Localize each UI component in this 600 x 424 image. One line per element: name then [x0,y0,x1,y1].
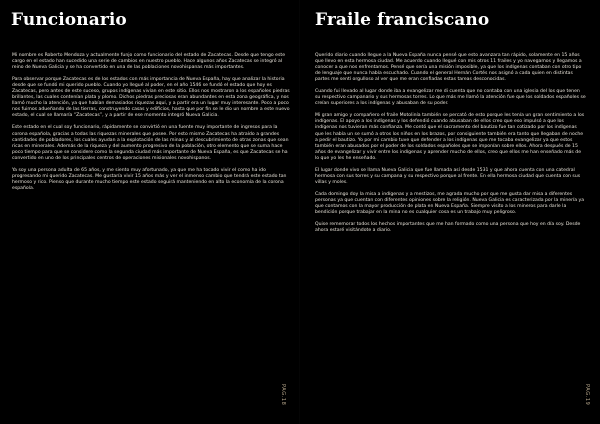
paragraph: Mi nombre es Roberto Mendoza y actualmente funjo como funcionario del estado de Zacatecas. Desde que tengo este cargo en el estado han sucedido una serie de cambios en nuestro pueblo. Hace algunos años Zacatecas se integró al reino de Nueva Galicia y se ha convertido en una de las poblaciones novohispanas más importantes. [12,53,286,71]
page-title: Fraile franciscano [315,10,490,30]
page-body [12,53,294,198]
paragraph: Para observar porque Zacatecas es de los estados con más importancia de Nueva España, hay que analizar la historia desde que se fundó mi querido pueblo. Cuando yo llegué al poder, en el año 1546 se fundó el estado que hoy es Zacatecas, pero antes de este suceso, grupos indígenas vivían en este sitio. Ellos nos mostraron a los españoles piedras brillantes, las cuales contenían plata y plomo. Dichos piedras preciosas eran abundantes en esta zona geográfica, y nos llamó mucho la atención, ya que habían demasiados riquezas aquí, y a partir era un lugar muy interesante. Poco a poco nos fuimos adueñando de las tierras, construyendo casas y edificios, hasta que por fin se le dio un nombre a este nuevo estado, el cual se llamaría “Zacatecas”, y a partir de ese momento integró Nueva Galicia. [12,77,290,119]
paragraph: El lugar donde vivo se llama Nueva Galicia que fue llamada así desde 1531 y que ahora cuenta con una catedral hermosa con sus torres y su campana y su respectivo porque al frente. En ella hermosa ciudad que cuenta con sus villas y moles. [315,167,581,185]
page-number: PAG.18 [280,384,286,406]
paragraph: Quise rememorar todos los hechos importantes que me han formado como una persona que hoy en día soy. Desde ahora estaré visitándote a diario. [315,222,581,234]
paragraph: Ya soy una persona adulta de 65 años, y me siento muy afortunado, ya que me ha tocado vivir el como ha ido progresando mi querido Zacatecas. Me gustaría vivir 15 años más y ver el inmenso cambio que tendrá este estado tan hermoso y rico. Pienso que durante mucho tiempo este estado seguirá manteniendo en alto la economía de la corona española. [12,167,287,191]
paragraph: Cuando fui llevado al lugar donde iba a evangelizar me di cuenta que no contaba con una iglesia del los que tenen su respectivo campanario y sus hermosas torres. Lo que más me llamó la atención fue que los soldados españoles se creían superiores a los indígenas y abusaban de su poder. [315,89,586,107]
paragraph: Mi gran amigo y compañero el fraile Motolinía también se percató de esto porque les tenía un gran sentimiento a los indígenas. El apoyo a los indígenas y los defendió cuando abusaban de ellos creo que eso impulsó a que los indígenas nos tuvieran más confianza. Me contó que el sacramento del bautizo fue tan cotizado por los indígenas que les había un se sumó a otros los niños en los brazos, por consiguiente también era tanto que llegaban de noche a pedir el bautizo. Yo por mi cambio tuve que defender a los indígenas que me tocaba evangelizar ya que estos también eran abusados por el poder de los soldados españoles que se imponían sobre ellos. Ahora después de 15 años de evangelizar y vivir entre los indígenas y aprender mucho de ellos, creo que ellos me han enseñado más de lo que yo les he enseñado. [315,113,585,161]
page-body [315,53,586,240]
paragraph: Cada domingo doy la misa a indígenas y a mestizos, me agrada mucho por que me gusta dar misa a diferentes personas ya que cuentan con diferentes opiniones sobre la religión. Nueva Galicia es caracterizada por la minería ya que contamos con la mayor producción de plata en Nueva España. Siempre visito a los mineros para darle la bendición porque trabajar en la mina no es cualquier cosa es un trabajo muy peligroso. [315,191,585,216]
page-number: PAG.19 [584,384,590,406]
right-page [300,0,600,424]
paragraph: Querido diario cuando llegue a la Nueva España nunca pensé que esto avanzara tan rápido, solamente en 15 años que llevo en esta hermosa ciudad. Me acuerdo cuando llegué con mis otros 11 frailes y yo navegamos y llegamos a conocer a que nos enfrentamos. Pensé que sería una misión imposible, ya que los indígenas contaban con otro tipo de lenguaje que nunca había escuchado. Cuando el general Hernán Cortés nos asignó a cada quien en distintas partes me sentí orgulloso al ver que me eran confiadas estas tareas desconocidas. [315,53,582,83]
page-title: Funcionario [11,10,127,30]
paragraph: Este estado en el cual soy funcionario, rápidamente se convirtió en una fuente muy importante de ingresos para la corona española, gracias a todas las riquezas minerales que posee. Por esto mismo Zacatecas ha atraído a grandes cantidades de pobladores, los cuales ayudan a la explotación de las minas y al descubrimiento de otras zonas que sean ricas en minerales. Además de la riqueza y del aumento progresivo de la población, otro elemento que se suma hace poco tiempo para que se considere como la segunda ciudad más importante de Nueva España, es que Zacatecas se ha convertido en uno de los principales centros de operaciones misionales novohispanos. [12,125,289,161]
